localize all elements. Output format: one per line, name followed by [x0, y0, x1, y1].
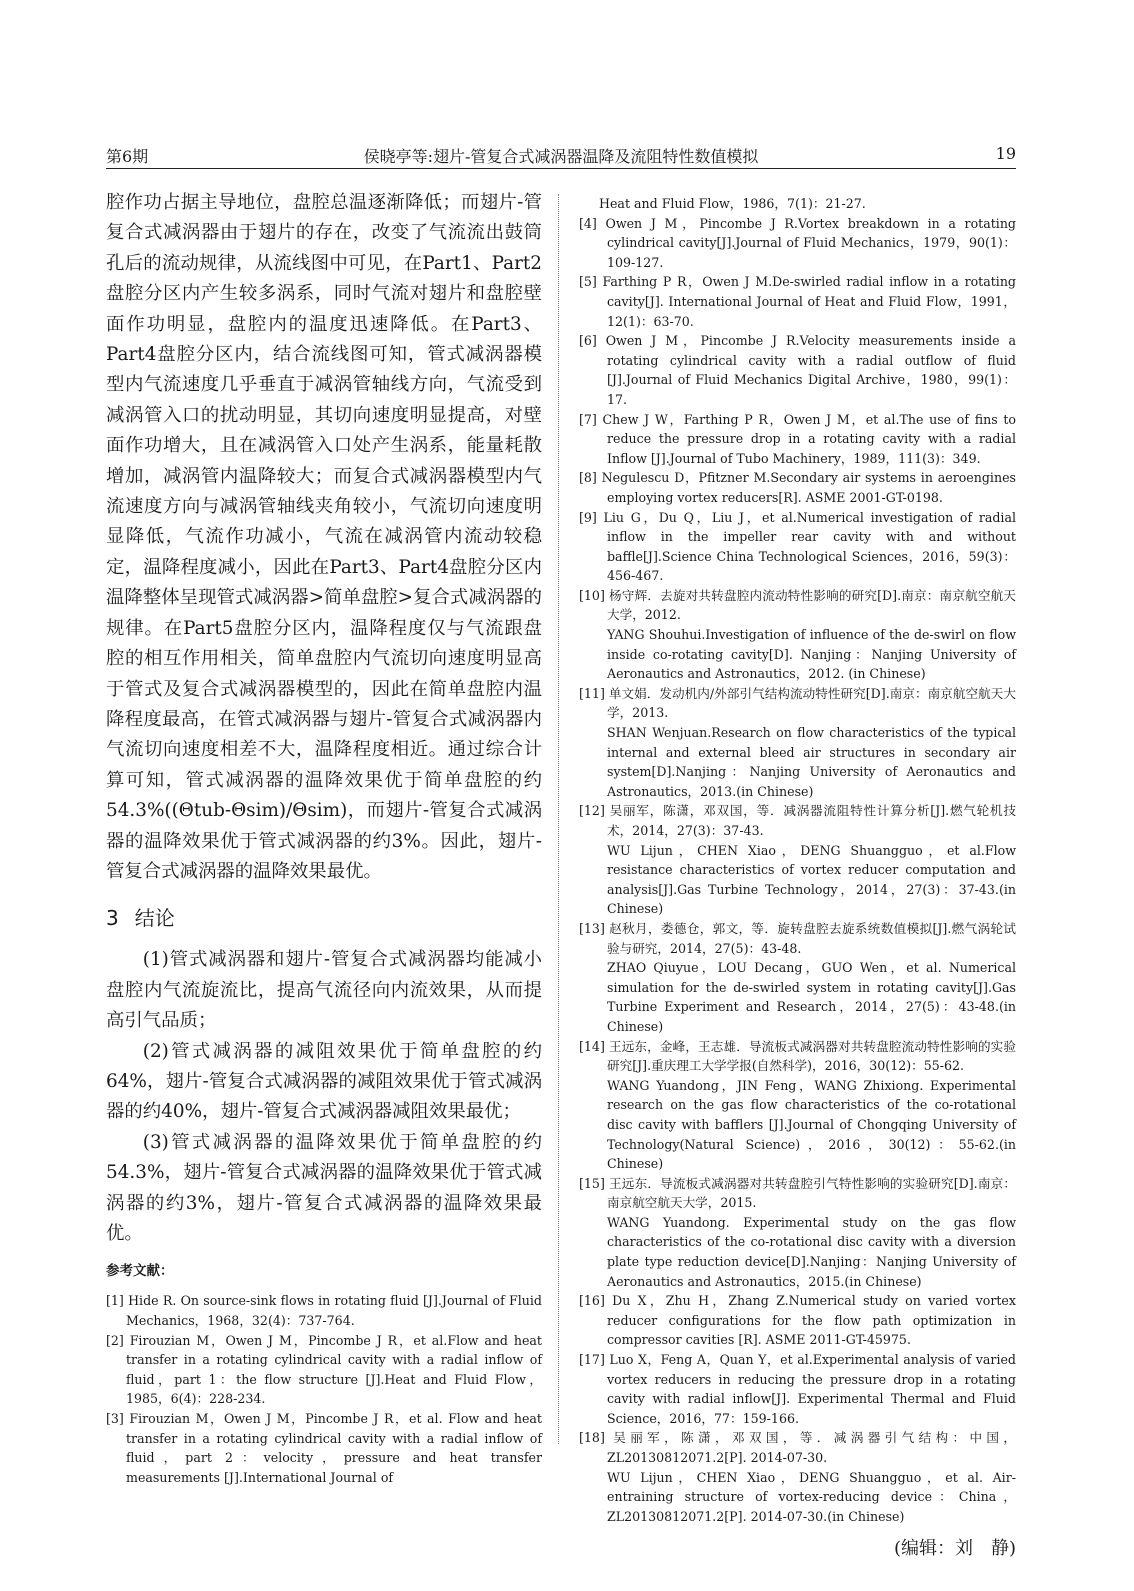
- reference-english-text: WANG Yuandong，JIN Feng，WANG Zhixiong. Experimental research on the gas flow characteristics of the co-rotational disc cavity with bafflers [J].Journal of Chongqing University of Technology(Natural Science)，2016，30(12)：55-62.(in Chinese): [607, 1077, 1016, 1172]
- reference-item: [2] Firouzian M，Owen J M，Pincombe J R，et al.Flow and heat transfer in a rotating cylindrical cavity with a radial inflow of fluid，part 1：the flow structure [J].Heat and Fluid Flow，1985，6(4)：228-234.: [106, 1332, 542, 1407]
- reference-item: [579, 586, 1016, 684]
- reference-item: [1] Hide R. On source-sink flows in rotating fluid [J].Journal of Fluid Mechanics，1968，32(4)：737-764.: [106, 1293, 542, 1328]
- reference-text: [10] 杨守辉．去旋对共转盘腔内流动特性影响的研究[D].南京：南京航空航天大学，2012.: [579, 587, 1016, 623]
- reference-item: [579, 801, 1016, 919]
- conclusion-2: (2)管式减涡器的减阻效果优于简单盘腔的约64%，翅片-管复合式减涡器的减阻效果优于管式减涡器的约40%，翅片-管复合式减涡器减阻效果最优；: [106, 1040, 542, 1123]
- reference-item: [579, 410, 1016, 469]
- conclusion-1: (1)管式减涡器和翅片-管复合式减涡器均能减小盘腔内气流旋流比，提高气流径向内流效果，从而提高引气品质；: [106, 949, 542, 1032]
- reference-text: [4] Owen J M，Pincombe J R.Vortex breakdown in a rotating cylindrical cavity[J].Journal of Fluid Mechanics，1979，90(1)：109-127.: [579, 215, 1016, 270]
- reference-english-text: SHAN Wenjuan.Research on flow characteristics of the typical internal and external bleed air structures in secondary air system[D].Nanjing：Nanjing University of Aeronautics and Astronautics，2013.(in Chinese): [607, 725, 1016, 799]
- reference-text: [18] 吴丽军，陈潇，邓双国，等．减涡器引气结构：中国，ZL20130812071.2[P]. 2014-07-30.: [579, 1430, 1016, 1465]
- reference-text: [7] Chew J W，Farthing P R，Owen J M，et al.The use of fins to reduce the pressure drop in a rotating cavity with a radial Inflow [J].Journal of Tubo Machinery，1989，111(3)：349.: [579, 411, 1016, 466]
- reference-item: [579, 1428, 1016, 1526]
- reference-text: [12] 吴丽军，陈潇，邓双国，等．减涡器流阻特性计算分析[J].燃气轮机技术，2014，27(3)：37-43.: [579, 803, 1016, 838]
- references-heading: 参考文献：: [106, 1263, 174, 1280]
- section-heading: [106, 901, 542, 935]
- reference-english-text: WU Lijun，CHEN Xiao，DENG Shuangguo，et al.Flow resistance characteristics of vortex reducer computation and analysis[J].Gas Turbine Technology，2014，27(3)：37-43.(in Chinese): [607, 842, 1016, 917]
- reference-text: [16] Du X，Zhu H，Zhang Z.Numerical study on varied vortex reducer configurations for the flow path optimization in compressor cavities [R]. ASME 2011-GT-45975.: [579, 1293, 1016, 1348]
- reference-item: [579, 508, 1016, 586]
- reference-item: [579, 1291, 1016, 1350]
- section-number: 3: [106, 906, 119, 931]
- reference-text: [14] 王远东，金峰，王志雄．导流板式减涡器对共转盘腔流动特性影响的实验研究[J].重庆理工大学学报(自然科学)，2016，30(12)：55-62.: [579, 1038, 1016, 1074]
- reference-text: [11] 单文娟．发动机内/外部引气结构流动特性研究[D].南京：南京航空航天大学，2013.: [579, 685, 1016, 721]
- reference-continuation: Heat and Fluid Flow，1986，7(1)：21-27.: [599, 196, 866, 211]
- reference-text: [15] 王远东．导流板式减涡器对共转盘腔引气特性影响的实验研究[D].南京：南京航空航天大学，2015.: [579, 1175, 1016, 1211]
- running-header: [106, 140, 1016, 170]
- reference-item: [579, 214, 1016, 273]
- page-number: 19: [995, 144, 1016, 163]
- header-rule: [106, 168, 1016, 169]
- reference-item: [579, 684, 1016, 802]
- reference-item: [579, 1174, 1016, 1292]
- reference-english-text: ZHAO Qiuyue，LOU Decang，GUO Wen，et al. Numerical simulation for the de-swirled system in rotating cavity[J].Gas Turbine Experiment and Research，2014，27(5)：43-48.(in Chinese): [607, 960, 1016, 1034]
- reference-text: [6] Owen J M，Pincombe J R.Velocity measurements inside a rotating cylindrical cavity with a radial outflow of fluid [J].Journal of Fluid Mechanics Digital Archive，1980，99(1)：17.: [579, 333, 1016, 407]
- reference-english-text: WANG Yuandong. Experimental study on the gas flow characteristics of the co-rotational disc cavity with a diversion plate type reduction device[D].Nanjing：Nanjing University of Aeronautics and Astronautics，2015.(in Chinese): [607, 1214, 1016, 1289]
- reference-text: [17] Luo X，Feng A，Quan Y，et al.Experimental analysis of varied vortex reducers in reducing the pressure drop in a rotating cavity with radial inflow[J]. Experimental Thermal and Fluid Science，2016，77：159-166.: [579, 1352, 1016, 1426]
- column-divider: [558, 194, 559, 1444]
- left-column: [106, 188, 542, 1487]
- editor-credit: (编辑：刘 静): [893, 1538, 1016, 1560]
- reference-text: [13] 赵秋月，娄德仓，郭文，等．旋转盘腔去旋系统数值模拟[J].燃气涡轮试验与研究，2014，27(5)：43-48.: [579, 920, 1016, 956]
- reference-english-text: YANG Shouhui.Investigation of influence of the de-swirl on flow inside co-rotating cavity[D]. Nanjing：Nanjing University of Aeronautics and Astronautics，2012. (in Chinese): [607, 627, 1016, 682]
- reference-item: [579, 272, 1016, 331]
- section-title: 结论: [134, 906, 175, 931]
- reference-item: [579, 331, 1016, 409]
- reference-item: [579, 1037, 1016, 1174]
- reference-item: [579, 468, 1016, 507]
- reference-english-text: WU Lijun，CHEN Xiao，DENG Shuangguo，et al. Air-entraining structure of vortex-reducing device：China，ZL20130812071.2[P]. 2014-07-30.(in Chinese): [607, 1469, 1016, 1524]
- issue-number: 第6期: [106, 147, 149, 166]
- reference-text: [9] Liu G，Du Q，Liu J，et al.Numerical investigation of radial inflow in the impeller rear cavity with and without baffle[J].Science China Technological Sciences，2016，59(3)：456-467.: [579, 509, 1016, 584]
- reference-text: [5] Farthing P R，Owen J M.De-swirled radial inflow in a rotating cavity[J]. International Journal of Heat and Fluid Flow，1991，12(1)：63-70.: [579, 274, 1016, 329]
- body-paragraph: 腔作功占据主导地位，盘腔总温逐渐降低；而翅片-管复合式减涡器由于翅片的存在，改变了气流流出鼓筒孔后的流动规律，从流线图中可见，在Part1、Part2盘腔分区内产生较多涡系，同时气流对翅片和盘腔壁面作功明显，盘腔内的温度迅速降低。在Part3、Part4盘腔分区内，结合流线图可知，管式减涡器模型内气流速度几乎垂直于减涡管轴线方向，气流受到减涡管入口的扰动明显，其切向速度明显提高，对壁面作功增大，且在减涡管入口处产生涡系，能量耗散增加，减涡管内温降较大；而复合式减涡器模型内气流速度方向与减涡管轴线夹角较小，气流切向速度明显降低，气流作功减小，气流在减涡管内流动较稳定，温降程度减小，因此在Part3、Part4盘腔分区内温降整体呈现管式减涡器>简单盘腔>复合式减涡器的规律。在Part5盘腔分区内，温降程度仅与气流跟盘腔的相互作用相关，简单盘腔内气流切向速度明显高于管式及复合式减涡器模型的，因此在简单盘腔内温降程度最高，在管式减涡器与翅片-管复合式减涡器内气流切向速度相差不大，温降程度相近。通过综合计算可知，管式减涡器的温降效果优于简单盘腔的约54.3%((Θtub-Θsim)/Θsim)，而翅片-管复合式减涡器的温降效果优于管式减涡器的约3%。因此，翅片-管复合式减涡器的温降效果最优。: [106, 192, 542, 882]
- reference-item: [579, 919, 1016, 1037]
- reference-item: [579, 1350, 1016, 1428]
- reference-item: [3] Firouzian M，Owen J M，Pincombe J R，et al. Flow and heat transfer in a rotating cylindrical cavity with a radial inflow of fluid，part 2：velocity，pressure and heat transfer measurements [J].International Journal of: [106, 1410, 542, 1485]
- running-title: 侯晓亭等:翅片-管复合式减涡器温降及流阻特性数值模拟: [363, 147, 759, 166]
- right-column: [579, 194, 1016, 1560]
- reference-list: [579, 214, 1016, 1527]
- reference-text: [8] Negulescu D，Pfitzner M.Secondary air systems in aeroengines employing vortex reducers[R]. ASME 2001-GT-0198.: [579, 470, 1016, 505]
- conclusion-3: (3)管式减涡器的温降效果优于简单盘腔的约54.3%，翅片-管复合式减涡器的温降效果优于管式减涡器的约3%，翅片-管复合式减涡器的温降效果最优。: [106, 1131, 542, 1244]
